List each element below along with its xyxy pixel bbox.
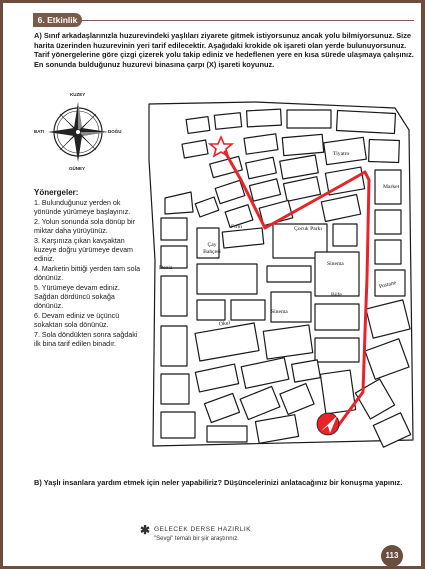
steps-title: Yönergeler:: [34, 188, 79, 197]
map-label-firin: Fırın: [231, 224, 242, 230]
compass-north-label: KUZEY: [70, 92, 86, 97]
compass-east-label: DOĞU: [108, 129, 122, 134]
map-label-okul: Okul: [218, 320, 231, 328]
map-label-bufe: Büfe: [331, 292, 342, 298]
asterisk-icon: ✱: [140, 523, 151, 537]
step-item: 2. Yolun sonunda sola dönüp bir miktar daha yürüyünüz.: [34, 217, 135, 236]
map-label-deniz: Deniz: [159, 265, 173, 271]
prep-title: GELECEK DERSE HAZIRLIK: [154, 526, 251, 533]
step-item: 1. Bulunduğunuz yerden ok yönünde yürümeye başlayınız.: [34, 199, 131, 217]
step-item: 7. Sola döndükten sonra sağdaki ilk bina tarif edilen binadır.: [34, 330, 138, 349]
page-number: 113: [381, 545, 403, 567]
step-item: 6. Devam ediniz ve üçüncü sokaktan sola dönünüz.: [34, 311, 120, 330]
header-rule: [82, 20, 414, 21]
intro-paragraph: A) Sınıf arkadaşlarınızla huzurevindeki yaşlıları ziyarete gitmek istiyorsunuz ancak yolu bilmiyorsunuz. Size harita üzerinden huzurevinin yeri tarif edilecektir. Aşağıdaki krokide ok işareti olan yerde bulunuyorsunuz. Tarif yönergelerine göre çizgi çizerek yolu takip ediniz ve hedeflenen yere en kısa sürede ulaşmaya çalışınız. En sonunda bulduğunuz huzurevi binasına çarpı (X) işareti koyunuz.: [34, 31, 414, 69]
steps-list: [34, 199, 142, 350]
map-drawing: [147, 100, 417, 450]
map-label-market: Market: [383, 184, 400, 190]
step-item: 4. Marketin bittiği yerden tam sola dönünüz.: [34, 264, 141, 283]
activity-header: 6. Etkinlik: [33, 13, 82, 27]
prep-text: "Sevgi" temalı bir şiir araştırınız.: [154, 536, 239, 542]
street-map: [147, 100, 417, 450]
map-label-tiyatro: Tiyatro: [333, 151, 350, 157]
start-marker-icon: [317, 413, 339, 435]
question-b: B) Yaşlı insanlara yardım etmek için neler yapabiliriz? Düşüncelerinizi anlatacağınız bir konuşma yapınız.: [34, 478, 403, 487]
step-item: 3. Karşınıza çıkan kavşaktan kuzeye doğru yürümeye devam ediniz.: [34, 236, 133, 264]
compass-south-label: GÜNEY: [69, 166, 86, 171]
map-label-sinema-north: Sinema: [327, 261, 344, 267]
map-label-cocuk-parki: Çocuk Parkı: [294, 226, 322, 232]
compass-graphic: [38, 92, 118, 172]
step-item: 5. Yürümeye devam ediniz. Sağdan dördüncü sokağa dönünüz.: [34, 283, 120, 311]
map-label-cay-bahcesi: Çay Bahçesi: [203, 242, 221, 255]
map-label-sinema-south: Sinema: [271, 309, 288, 315]
map-label-postane: Postane: [378, 279, 397, 291]
compass-rose: [34, 92, 122, 172]
compass-west-label: BATI: [34, 129, 45, 134]
